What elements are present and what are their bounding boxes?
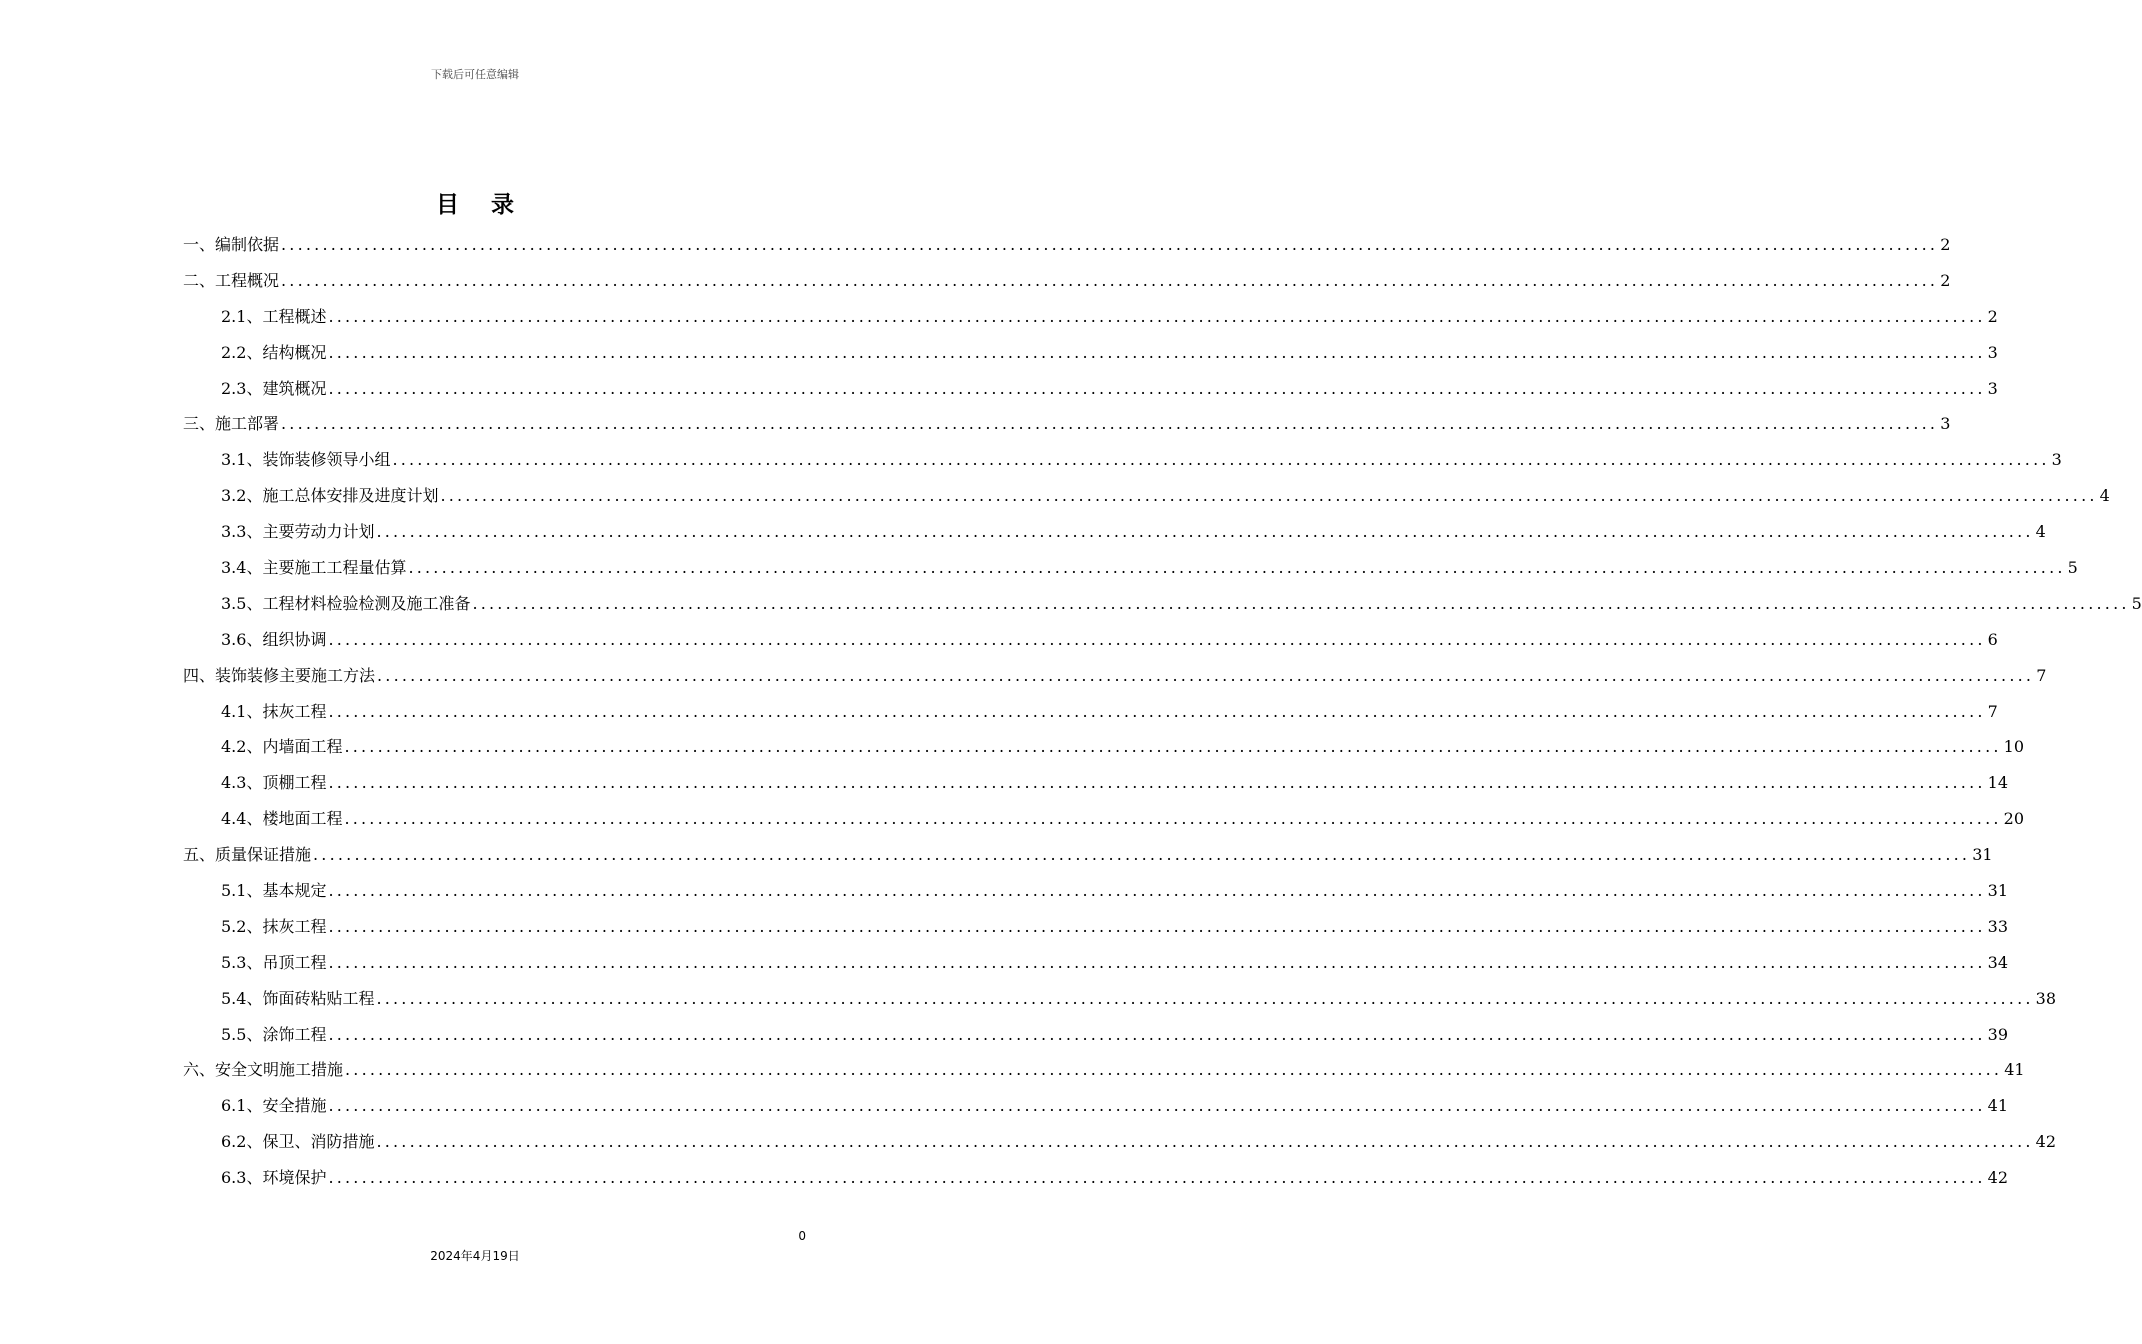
toc-entry[interactable] bbox=[183, 837, 1993, 873]
toc-entry-page: 7 bbox=[2036, 665, 2047, 685]
toc-entry-page: 33 bbox=[1987, 916, 2008, 936]
toc-title: 目 录 bbox=[435, 192, 526, 218]
toc-entry[interactable] bbox=[183, 406, 1951, 442]
toc-dot-leader: ........................................................................................................................................................................................................ bbox=[328, 1096, 1986, 1116]
toc-dot-leader: ........................................................................................................................................................................................................ bbox=[440, 486, 2098, 506]
toc-dot-leader: ........................................................................................................................................................................................................ bbox=[328, 1024, 1986, 1044]
toc-entry-label: 3.1、装饰装修领导小组 bbox=[221, 450, 391, 470]
toc-entry-page: 39 bbox=[1987, 1024, 2008, 1044]
toc-entry-page: 2 bbox=[1987, 306, 1998, 326]
toc-entry-page: 34 bbox=[1987, 952, 2008, 972]
toc-entry-label: 3.4、主要施工工程量估算 bbox=[221, 558, 407, 578]
toc-entry-label: 2.3、建筑概况 bbox=[221, 378, 327, 398]
toc-dot-leader: ........................................................................................................................................................................................................ bbox=[281, 235, 1939, 254]
toc-entry[interactable] bbox=[183, 371, 1998, 407]
toc-entry-page: 3 bbox=[1987, 378, 1998, 398]
toc-entry-label: 4.4、楼地面工程 bbox=[221, 809, 343, 829]
toc-entry-label: 6.2、保卫、消防措施 bbox=[221, 1132, 375, 1152]
toc-dot-leader: ........................................................................................................................................................................................................ bbox=[328, 306, 1986, 326]
toc-entry[interactable] bbox=[183, 765, 2008, 801]
toc-entry-label: 3.5、工程材料检验检测及施工准备 bbox=[221, 593, 471, 613]
toc-entry-page: 7 bbox=[1987, 701, 1998, 721]
toc-entry-label: 4.2、内墙面工程 bbox=[221, 737, 343, 757]
toc-dot-leader: ........................................................................................................................................................................................................ bbox=[328, 378, 1986, 398]
toc-entry-label: 三、施工部署 bbox=[183, 414, 280, 434]
toc-dot-leader: ........................................................................................................................................................................................................ bbox=[313, 845, 1971, 865]
table-of-contents bbox=[183, 227, 2142, 1196]
toc-entry-page: 2 bbox=[1940, 270, 1951, 290]
toc-entry-label: 五、质量保证措施 bbox=[183, 845, 312, 865]
toc-entry-label: 5.4、饰面砖粘贴工程 bbox=[221, 988, 375, 1008]
toc-entry[interactable] bbox=[183, 981, 2056, 1017]
toc-entry[interactable] bbox=[183, 694, 1998, 730]
toc-dot-leader: ........................................................................................................................................................................................................ bbox=[281, 414, 1939, 434]
toc-entry-page: 41 bbox=[2004, 1060, 2025, 1080]
toc-dot-leader: ........................................................................................................................................................................................................ bbox=[328, 952, 1986, 972]
toc-dot-leader: ........................................................................................................................................................................................................ bbox=[408, 558, 2066, 578]
toc-entry-page: 42 bbox=[1987, 1168, 2008, 1188]
toc-entry-page: 31 bbox=[1987, 881, 2008, 901]
toc-entry-page: 42 bbox=[2035, 1132, 2056, 1152]
toc-dot-leader: ........................................................................................................................................................................................................ bbox=[344, 809, 2002, 829]
toc-entry-page: 3 bbox=[2051, 450, 2062, 470]
toc-entry-page: 4 bbox=[2035, 522, 2046, 542]
toc-entry-label: 6.1、安全措施 bbox=[221, 1096, 327, 1116]
toc-dot-leader: ........................................................................................................................................................................................................ bbox=[281, 270, 1939, 290]
toc-entry-label: 2.2、结构概况 bbox=[221, 342, 327, 362]
toc-entry-label: 6.3、环境保护 bbox=[221, 1168, 327, 1188]
header-note: 下载后可任意编辑 bbox=[431, 68, 519, 81]
toc-entry-label: 5.3、吊顶工程 bbox=[221, 952, 327, 972]
toc-entry-label: 六、安全文明施工措施 bbox=[183, 1060, 344, 1080]
toc-entry-label: 3.3、主要劳动力计划 bbox=[221, 522, 375, 542]
toc-dot-leader: ........................................................................................................................................................................................................ bbox=[376, 522, 2034, 542]
toc-entry-label: 5.2、抹灰工程 bbox=[221, 916, 327, 936]
toc-dot-leader: ........................................................................................................................................................................................................ bbox=[472, 593, 2130, 613]
toc-dot-leader: ........................................................................................................................................................................................................ bbox=[376, 1132, 2034, 1152]
toc-entry[interactable] bbox=[183, 550, 2078, 586]
toc-entry-page: 4 bbox=[2099, 486, 2110, 506]
toc-dot-leader: ........................................................................................................................................................................................................ bbox=[328, 916, 1986, 936]
toc-dot-leader: ........................................................................................................................................................................................................ bbox=[377, 665, 2035, 685]
toc-entry[interactable] bbox=[183, 945, 2008, 981]
toc-entry-label: 2.1、工程概述 bbox=[221, 306, 327, 326]
toc-entry-page: 20 bbox=[2003, 809, 2024, 829]
toc-entry[interactable] bbox=[183, 909, 2008, 945]
toc-entry-label: 5.1、基本规定 bbox=[221, 881, 327, 901]
toc-entry[interactable] bbox=[183, 1052, 2025, 1088]
toc-dot-leader: ........................................................................................................................................................................................................ bbox=[328, 1168, 1986, 1188]
toc-dot-leader: ........................................................................................................................................................................................................ bbox=[328, 773, 1986, 793]
toc-entry[interactable] bbox=[183, 478, 2110, 514]
toc-entry[interactable] bbox=[183, 801, 2024, 837]
toc-entry-page: 10 bbox=[2003, 737, 2024, 757]
toc-dot-leader: ........................................................................................................................................................................................................ bbox=[328, 629, 1986, 649]
toc-entry[interactable] bbox=[183, 658, 2047, 694]
toc-dot-leader: ........................................................................................................................................................................................................ bbox=[328, 881, 1986, 901]
toc-entry[interactable] bbox=[183, 1160, 2008, 1196]
toc-entry-page: 14 bbox=[1987, 773, 2008, 793]
toc-entry-label: 4.3、顶棚工程 bbox=[221, 773, 327, 793]
toc-entry[interactable] bbox=[183, 227, 1951, 263]
toc-entry-label: 3.6、组织协调 bbox=[221, 629, 327, 649]
toc-dot-leader: ........................................................................................................................................................................................................ bbox=[344, 737, 2002, 757]
toc-entry-label: 3.2、施工总体安排及进度计划 bbox=[221, 486, 439, 506]
toc-entry-label: 5.5、涂饰工程 bbox=[221, 1024, 327, 1044]
toc-dot-leader: ........................................................................................................................................................................................................ bbox=[345, 1060, 2003, 1080]
toc-entry-label: 二、工程概况 bbox=[183, 270, 280, 290]
toc-entry-page: 5 bbox=[2131, 593, 2142, 613]
toc-entry[interactable] bbox=[183, 1017, 2008, 1053]
toc-entry[interactable] bbox=[183, 335, 1998, 371]
toc-entry-label: 四、装饰装修主要施工方法 bbox=[183, 665, 376, 685]
toc-dot-leader: ........................................................................................................................................................................................................ bbox=[328, 701, 1986, 721]
toc-entry-page: 41 bbox=[1987, 1096, 2008, 1116]
page-number: 0 bbox=[798, 1229, 806, 1243]
toc-entry[interactable] bbox=[183, 263, 1951, 299]
toc-entry[interactable] bbox=[183, 729, 2024, 765]
toc-dot-leader: ........................................................................................................................................................................................................ bbox=[376, 988, 2034, 1008]
toc-entry-page: 38 bbox=[2035, 988, 2056, 1008]
toc-entry[interactable] bbox=[183, 1124, 2056, 1160]
toc-entry-page: 2 bbox=[1940, 235, 1951, 254]
toc-entry-page: 31 bbox=[1972, 845, 1993, 865]
toc-entry-page: 5 bbox=[2067, 558, 2078, 578]
toc-dot-leader: ........................................................................................................................................................................................................ bbox=[328, 342, 1986, 362]
toc-dot-leader: ........................................................................................................................................................................................................ bbox=[392, 450, 2050, 470]
toc-entry[interactable] bbox=[183, 514, 2046, 550]
toc-entry-label: 4.1、抹灰工程 bbox=[221, 701, 327, 721]
toc-entry[interactable] bbox=[183, 1088, 2008, 1124]
toc-entry[interactable] bbox=[183, 442, 2062, 478]
toc-entry-label: 一、编制依据 bbox=[183, 235, 280, 254]
toc-entry[interactable] bbox=[183, 586, 2142, 622]
toc-entry-page: 3 bbox=[1987, 342, 1998, 362]
toc-entry[interactable] bbox=[183, 299, 1998, 335]
footer-date: 2024年4月19日 bbox=[430, 1249, 520, 1263]
toc-entry-page: 6 bbox=[1987, 629, 1998, 649]
toc-entry[interactable] bbox=[183, 873, 2008, 909]
toc-entry-page: 3 bbox=[1940, 414, 1951, 434]
toc-entry[interactable] bbox=[183, 622, 1998, 658]
